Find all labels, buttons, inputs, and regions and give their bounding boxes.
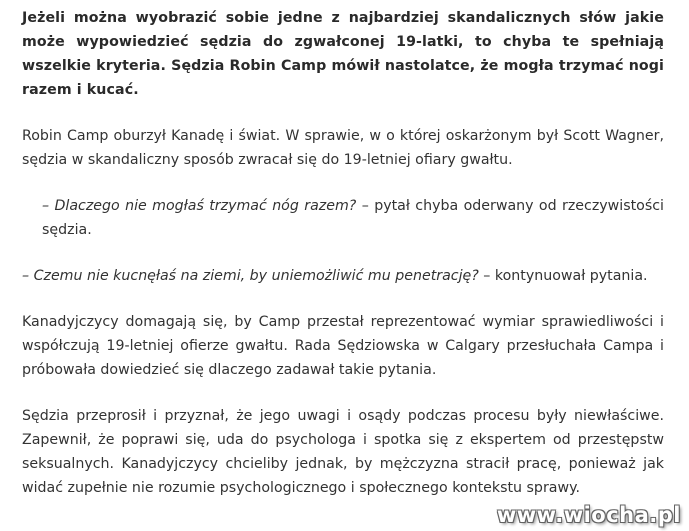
quote-attribution: – kontynuował pytania. bbox=[478, 268, 648, 284]
site-watermark: www.wiocha.pl bbox=[496, 503, 681, 527]
quote-paragraph-2 bbox=[22, 264, 664, 288]
article-lead: Jeżeli można wyobrazić sobie jedne z najbardziej skandalicznych słów jakie może wypowiedzieć sędzia do zgwałconej 19-latki, to chyba te spełniają wszelkie kryteria. Sędzia Robin Camp mówił nastolatce, że mogła trzymać nogi razem i kucać. bbox=[22, 10, 664, 98]
article-paragraph: Kanadyjczycy domagają się, by Camp przestał reprezentować wymiar sprawiedliwości i współczują 19-letniej ofierze gwałtu. Rada Sędziowska w Calgary przesłuchała Campa i próbowała dowiedzieć się dlaczego zadawał takie pytania. bbox=[22, 314, 664, 378]
quote-text: – Dlaczego nie mogłaś trzymać nóg razem? bbox=[42, 198, 357, 214]
article-paragraph: Robin Camp oburzył Kanadę i świat. W sprawie, w o której oskarżonym był Scott Wagner, sędzia w skandaliczny sposób zwracał się do 19-letniej ofiary gwałtu. bbox=[22, 128, 664, 168]
article-body bbox=[22, 6, 664, 522]
quote-text: – Czemu nie kucnęłaś na ziemi, by uniemożliwić mu penetrację? bbox=[22, 268, 479, 284]
quote-paragraph-1 bbox=[22, 194, 664, 242]
article-paragraph: Sędzia przeprosił i przyznał, że jego uwagi i osądy podczas procesu były niewłaściwe. Zapewnił, że poprawi się, uda do psychologa i spotka się z ekspertem od przestępstw seksualnych. Kanadyjczycy chcieliby jednak, by mężczyzna stracił pracę, ponieważ jak widać zupełnie nie rozumie psychologicznego i społecznego kontekstu sprawy. bbox=[22, 408, 664, 496]
quote-attribution: – pytał chyba oderwany od rzeczywistości sędzia. bbox=[42, 198, 664, 238]
